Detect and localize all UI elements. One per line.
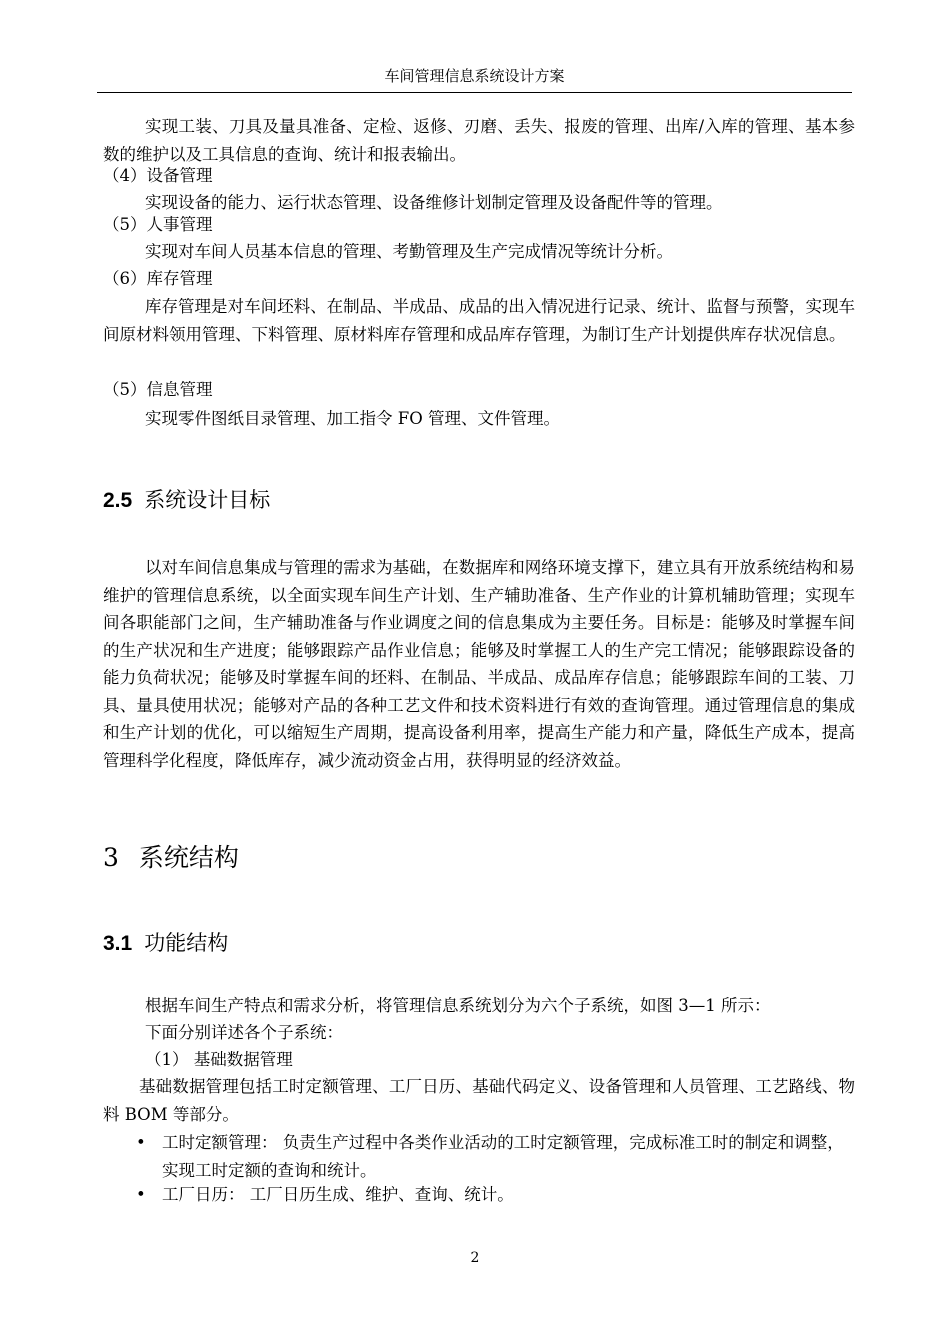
item-information-text: 实现零件图纸目录管理、加工指令 FO 管理、文件管理。 (145, 409, 560, 428)
section-title: 系统设计目标 (144, 488, 271, 512)
section-number: 3 (103, 843, 119, 872)
section-2-5-heading (103, 486, 270, 515)
bullet-icon: • (136, 1133, 146, 1152)
section-2-5-paragraph: 以对车间信息集成与管理的需求为基础，在数据库和网络环境支撑下，建立具有开放系统结构和易维护的管理信息系统，以全面实现车间生产计划、生产辅助准备、生产作业的计算机辅助管理；实现车间各职能部门之间，生产辅助准备与作业调度之间的信息集成为主要任务。目标是：能够及时掌握车间的生产状况和生产进度；能够跟踪产品作业信息；能够及时掌握工人的生产完工情况；能够跟踪设备的能力负荷状况；能够及时掌握车间的坯料、在制品、半成品、成品库存信息；能够跟踪车间的工装、刀具、量具使用状况；能够对产品的各种工艺文件和技术资料进行有效的查询管理。通过管理信息的集成和生产计划的优化，可以缩短生产周期，提高设备利用率，提高生产能力和产量，降低生产成本，提高管理科学化程度，降低库存，减少流动资金占用，获得明显的经济效益。 (103, 558, 855, 770)
paragraph-tool-management: 实现工装、刀具及量具准备、定检、返修、刃磨、丢失、报废的管理、出库/入库的管理、基本参数的维护以及工具信息的查询、统计和报表输出。 (103, 117, 855, 164)
bullet-text: 工时定额管理： 负责生产过程中各类作业活动的工时定额管理，完成标准工时的制定和调整，实现工时定额的查询和统计。 (162, 1133, 844, 1180)
section-3-1-intro-2: 下面分别详述各个子系统： (145, 1023, 343, 1042)
section-3-1-intro: 根据车间生产特点和需求分析，将管理信息系统划分为六个子系统，如图 3—1 所示： (145, 996, 771, 1015)
running-header: 车间管理信息系统设计方案 (384, 67, 565, 85)
item-equipment-label: （4）设备管理 (103, 166, 213, 185)
subsystem-1-text: 基础数据管理包括工时定额管理、工厂日历、基础代码定义、设备管理和人员管理、工艺路线、物料 BOM 等部分。 (103, 1077, 855, 1124)
item-inventory-label: （6）库存管理 (103, 269, 213, 288)
item-information-label: （5）信息管理 (103, 380, 213, 399)
page-number: 2 (470, 1250, 480, 1266)
subsystem-1-label: （1） 基础数据管理 (145, 1050, 293, 1069)
bullet-item (136, 1129, 856, 1184)
item-equipment-text: 实现设备的能力、运行状态管理、设备维修计划制定管理及设备配件等的管理。 (145, 193, 723, 212)
item-personnel-label: （5）人事管理 (103, 215, 213, 234)
item-personnel-text: 实现对车间人员基本信息的管理、考勤管理及生产完成情况等统计分析。 (145, 242, 673, 261)
section-3-heading (103, 842, 239, 874)
section-number: 2.5 (103, 489, 133, 512)
item-inventory-text: 库存管理是对车间坯料、在制品、半成品、成品的出入情况进行记录、统计、监督与预警，实现车间原材料领用管理、下料管理、原材料库存管理和成品库存管理，为制订生产计划提供库存状况信息。 (103, 297, 855, 344)
bullet-icon: • (136, 1185, 146, 1204)
bullet-item (136, 1181, 856, 1209)
section-number: 3.1 (103, 932, 133, 955)
section-title: 功能结构 (144, 931, 229, 955)
header-rule (97, 92, 852, 93)
bullet-text: 工厂日历： 工厂日历生成、维护、查询、统计。 (162, 1185, 514, 1204)
section-3-1-heading (103, 929, 228, 958)
section-title: 系统结构 (138, 843, 239, 872)
